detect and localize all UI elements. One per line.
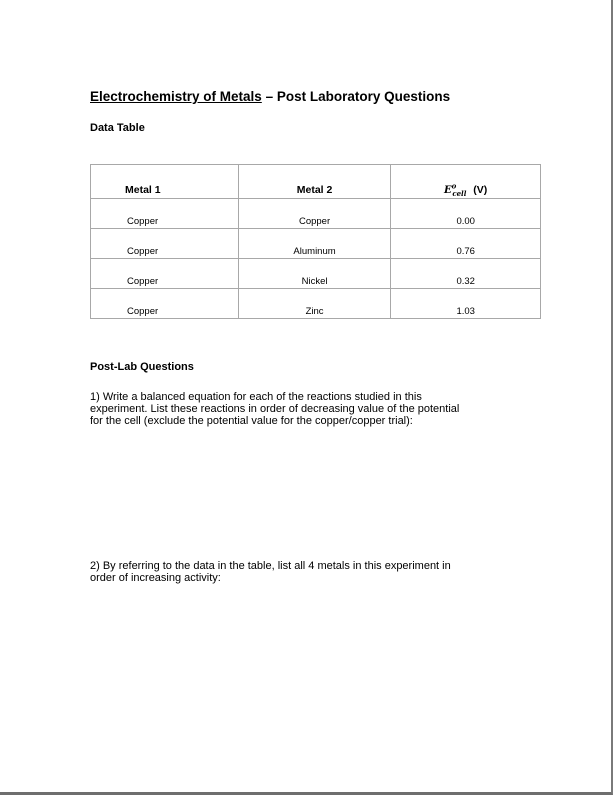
- cell-metal-2: Nickel: [238, 259, 391, 289]
- postlab-heading: Post-Lab Questions: [90, 361, 194, 373]
- data-table-heading: Data Table: [90, 122, 145, 134]
- ecell-superscript: o: [451, 181, 457, 191]
- ecell-subscript: cell: [452, 189, 467, 198]
- cell-ecell: 1.03: [391, 289, 541, 319]
- cell-ecell: 0.00: [391, 199, 541, 229]
- cell-metal-1: Copper: [91, 199, 239, 229]
- title-underlined: Electrochemistry of Metals: [90, 89, 262, 104]
- question-line: for the cell (exclude the potential value for the copper/copper trial):: [90, 415, 413, 427]
- ecell-letter: E: [444, 185, 452, 196]
- question-1: [90, 391, 510, 427]
- table-header-row: [91, 165, 541, 199]
- table-row: [91, 229, 541, 259]
- cell-metal-1: Copper: [91, 259, 239, 289]
- header-metal-1: Metal 1: [91, 165, 239, 199]
- question-line: experiment. List these reactions in order of decreasing value of the potential: [90, 403, 460, 415]
- header-metal-2: Metal 2: [238, 165, 391, 199]
- page-title: [90, 89, 450, 104]
- question-line: 1) Write a balanced equation for each of the reactions studied in this: [90, 391, 422, 403]
- question-2: [90, 560, 510, 584]
- cell-ecell: 0.76: [391, 229, 541, 259]
- cell-metal-2: Copper: [238, 199, 391, 229]
- title-rest: – Post Laboratory Questions: [261, 89, 451, 104]
- cell-ecell: 0.32: [391, 259, 541, 289]
- cell-metal-1: Copper: [91, 289, 239, 319]
- question-line: 2) By referring to the data in the table, list all 4 metals in this experiment in: [90, 560, 451, 572]
- cell-metal-1: Copper: [91, 229, 239, 259]
- ecell-unit: (V): [470, 184, 488, 196]
- cell-metal-2: Aluminum: [238, 229, 391, 259]
- cell-metal-2: Zinc: [238, 289, 391, 319]
- table-row: [91, 289, 541, 319]
- table-row: [91, 199, 541, 229]
- table-row: [91, 259, 541, 289]
- header-ecell: [391, 165, 541, 199]
- data-table: [90, 164, 541, 319]
- ecell-symbol: [444, 181, 470, 198]
- question-line: order of increasing activity:: [90, 572, 221, 584]
